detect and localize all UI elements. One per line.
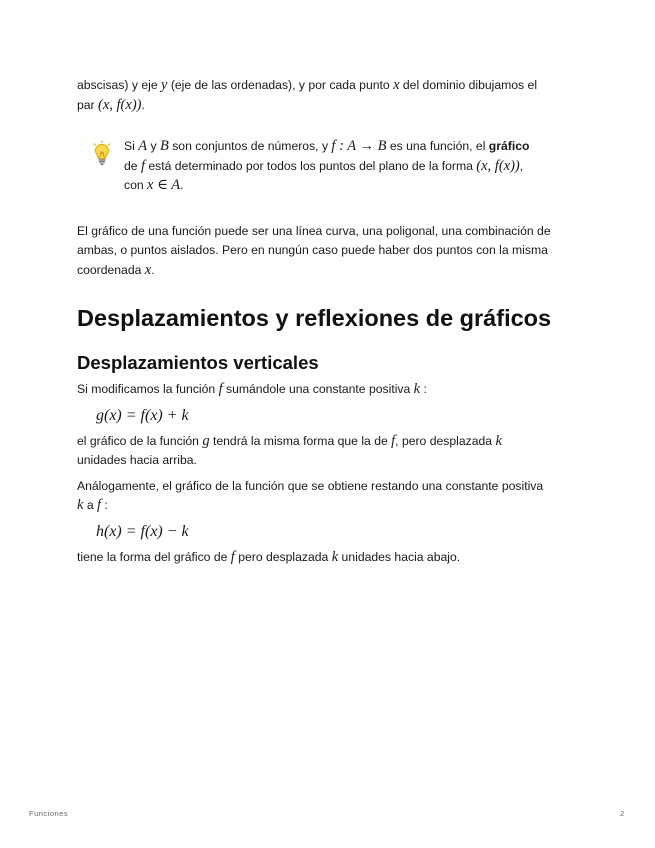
lightbulb-icon bbox=[91, 140, 113, 166]
upward-shift-paragraph: el gráfico de la función g tendrá la misma forma que la de f, pero desplazada k unidades hacia arriba. bbox=[77, 432, 502, 468]
footer-document-title: Funciones bbox=[29, 809, 69, 818]
math-function-map: f : A → B bbox=[331, 138, 387, 154]
math-x: x bbox=[393, 77, 400, 93]
intro-paragraph: abscisas) y eje y (eje de las ordenadas), y por cada punto x del dominio dibujamos el par (x, f(x)). bbox=[77, 77, 538, 113]
subtract-paragraph: Análogamente, el gráfico de la función que se obtiene restando una constante positiva k a f : bbox=[77, 478, 544, 514]
subsection-heading: Desplazamientos verticales bbox=[77, 352, 319, 374]
equation-g: g(x) = f(x) + k bbox=[96, 406, 189, 424]
footer-page-number: 2 bbox=[620, 809, 625, 818]
math-pair: (x, f(x)) bbox=[98, 96, 142, 113]
document-body bbox=[77, 76, 582, 567]
math-y: y bbox=[161, 77, 168, 93]
equation-h: h(x) = f(x) − k bbox=[96, 522, 189, 540]
callout-text: Si A y B son conjuntos de números, y f : A → B es una función, el gráfico de f está determinado por todos los puntos del plano de la forma (x, f(x)), con x ∈ A. bbox=[124, 138, 530, 194]
definition-callout bbox=[91, 137, 582, 196]
downward-shift-paragraph: tiene la forma del gráfico de f pero desplazada k unidades hacia abajo. bbox=[77, 548, 461, 565]
graph-types-paragraph: El gráfico de una función puede ser una línea curva, una poligonal, una combinación de ambas, o puntos aislados. Pero en nungún caso puede haber dos puntos con la misma coordenada x. bbox=[77, 223, 551, 278]
vertical-shift-intro: Si modificamos la función f sumándole una constante positiva k : bbox=[77, 381, 427, 398]
bold-term: gráfico bbox=[488, 139, 530, 153]
section-heading: Desplazamientos y reflexiones de gráficos bbox=[77, 305, 552, 332]
